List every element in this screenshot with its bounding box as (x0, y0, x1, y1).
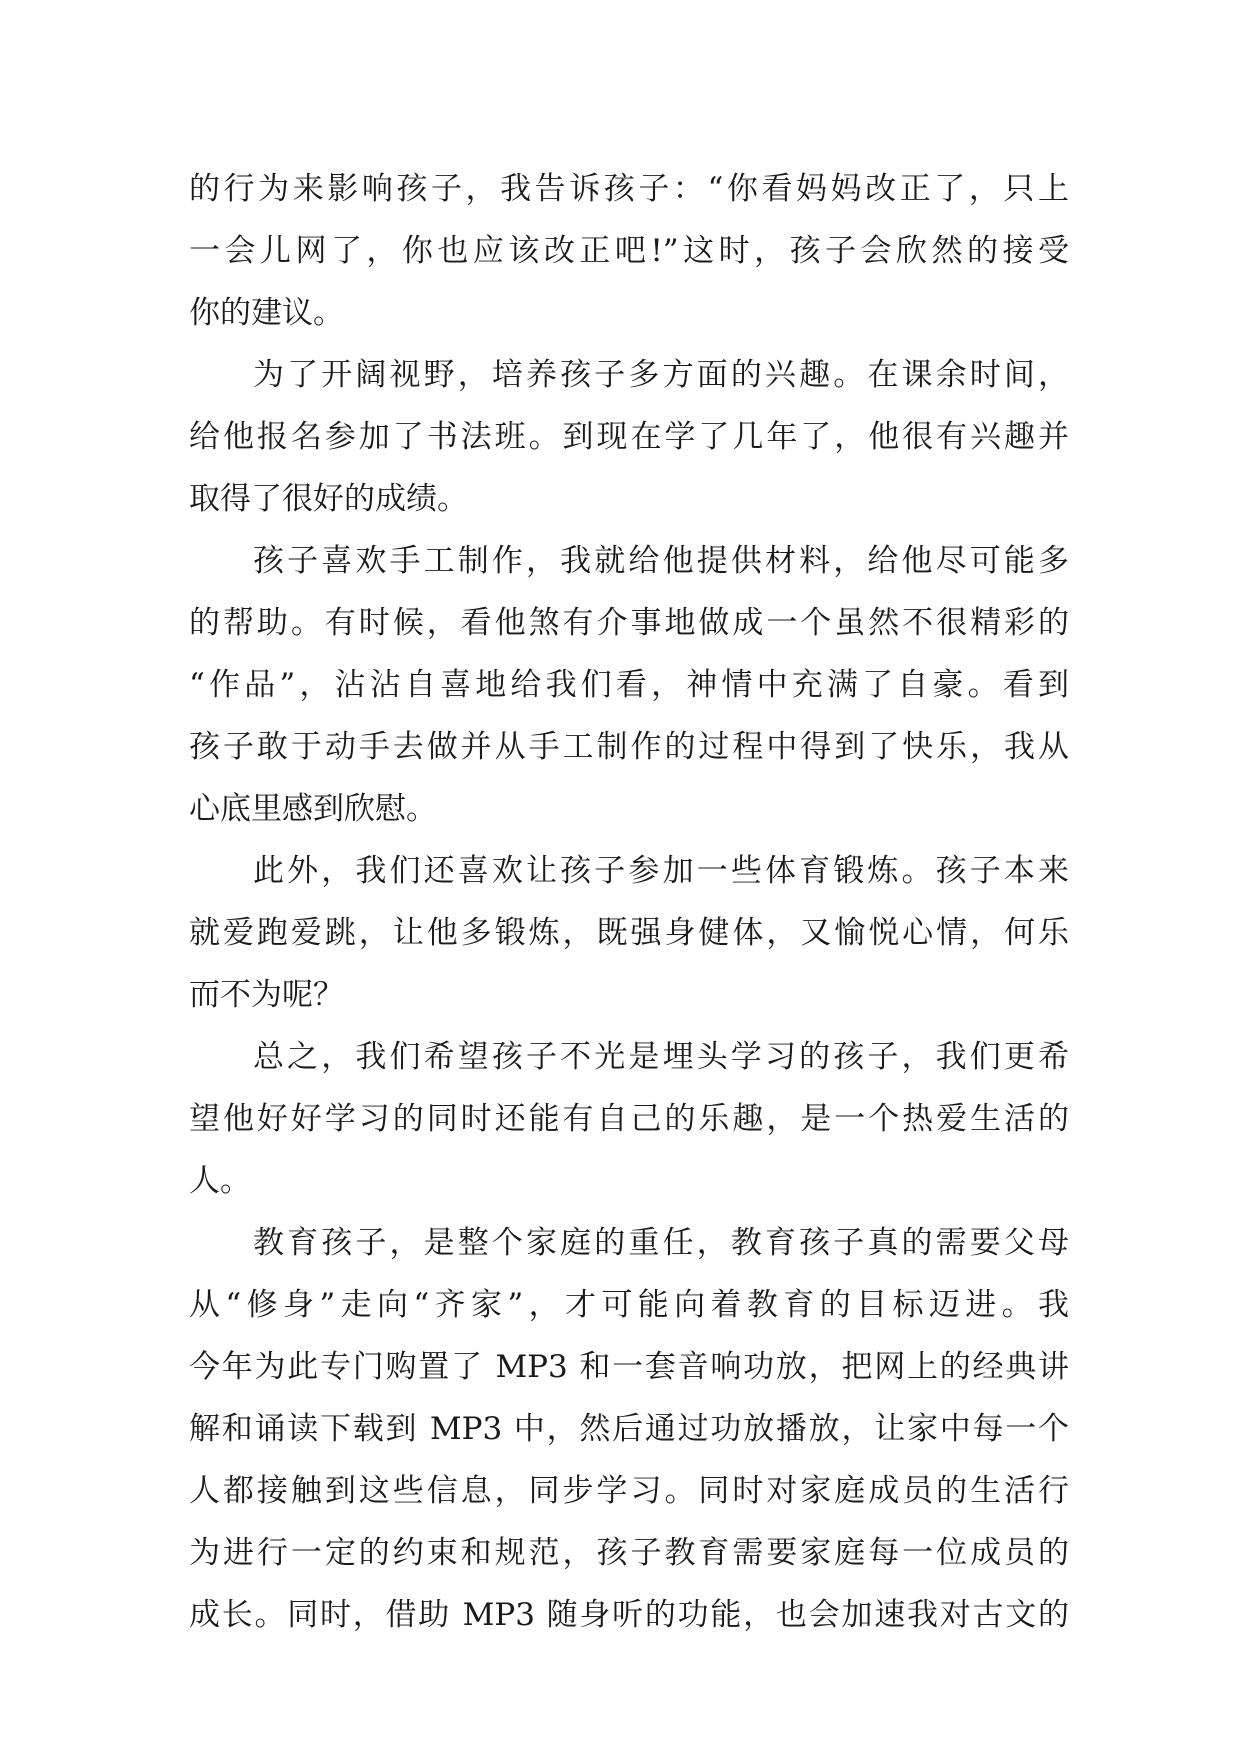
text-line: 从“修身”走向“齐家”，才可能向着教育的目标迈进。我 (189, 1287, 1069, 1323)
text-line: 心底里感到欣慰。 (189, 791, 437, 827)
text-line: 给他报名参加了书法班。到现在学了几年了，他很有兴趣并 (189, 419, 1069, 455)
text-line: 人。 (189, 1163, 251, 1199)
text-line: 而不为呢？ (189, 977, 344, 1013)
text-line: 总之，我们希望孩子不光是埋头学习的孩子，我们更希 (253, 1039, 1069, 1075)
paragraph (189, 530, 1069, 840)
text-line: 的行为来影响孩子，我告诉孩子：“你看妈妈改正了，只上 (189, 171, 1069, 207)
text-line: 成长。同时，借助 MP3 随身听的功能，也会加速我对古文的 (189, 1597, 1069, 1633)
text-line: 孩子喜欢手工制作，我就给他提供材料，给他尽可能多 (253, 543, 1069, 579)
text-line: 人都接触到这些信息，同步学习。同时对家庭成员的生活行 (189, 1473, 1069, 1509)
body-text (189, 158, 1069, 1646)
text-line: 你的建议。 (189, 295, 344, 331)
paragraph (189, 1212, 1069, 1646)
paragraph (189, 158, 1069, 344)
text-line: 孩子敢于动手去做并从手工制作的过程中得到了快乐，我从 (189, 729, 1069, 765)
text-line: 为了开阔视野，培养孩子多方面的兴趣。在课余时间， (253, 357, 1069, 393)
text-line: 望他好好学习的同时还能有自己的乐趣，是一个热爱生活的 (189, 1101, 1069, 1137)
text-line: 今年为此专门购置了 MP3 和一套音响功放，把网上的经典讲 (189, 1349, 1069, 1385)
text-line: 就爱跑爱跳，让他多锻炼，既强身健体，又愉悦心情，何乐 (189, 915, 1069, 951)
paragraph (189, 1026, 1069, 1212)
text-line: 的帮助。有时候，看他煞有介事地做成一个虽然不很精彩的 (189, 605, 1069, 641)
text-line: 取得了很好的成绩。 (189, 481, 468, 517)
text-line: “作品”，沾沾自喜地给我们看，神情中充满了自豪。看到 (189, 667, 1069, 703)
text-line: 教育孩子，是整个家庭的重任，教育孩子真的需要父母 (253, 1225, 1069, 1261)
text-line: 此外，我们还喜欢让孩子参加一些体育锻炼。孩子本来 (253, 853, 1069, 889)
paragraph (189, 840, 1069, 1026)
text-line: 一会儿网了，你也应该改正吧!”这时，孩子会欣然的接受 (189, 233, 1069, 269)
paragraph (189, 344, 1069, 530)
text-line: 为进行一定的约束和规范，孩子教育需要家庭每一位成员的 (189, 1535, 1069, 1571)
text-line: 解和诵读下载到 MP3 中，然后通过功放播放，让家中每一个 (189, 1411, 1069, 1447)
